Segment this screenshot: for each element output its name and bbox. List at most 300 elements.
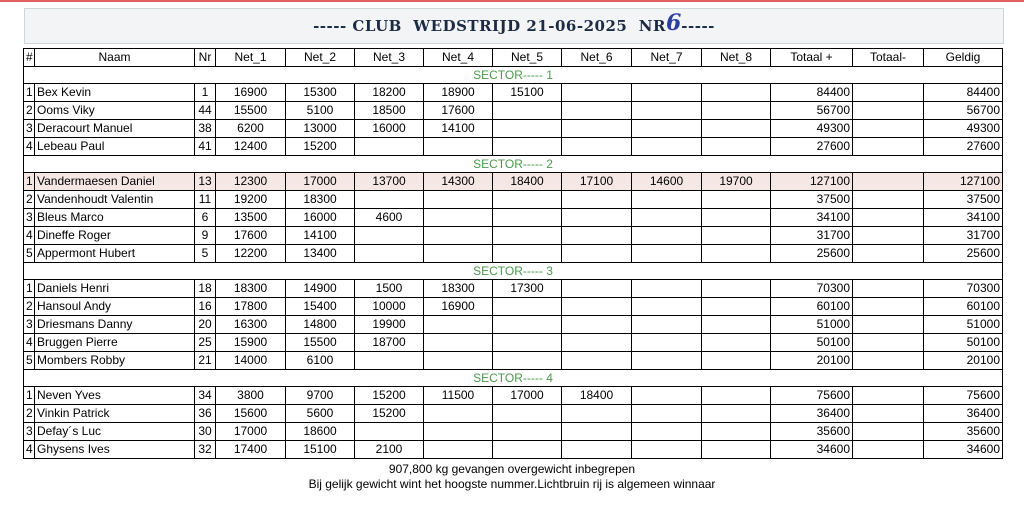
cell-net-7 [632, 405, 702, 423]
col-net-4: Net_4 [424, 49, 493, 67]
cell-net-7 [632, 387, 702, 405]
cell-net-3: 16000 [355, 120, 424, 138]
cell-net-2: 18300 [286, 191, 355, 209]
cell-net-2: 18600 [286, 423, 355, 441]
cell-net-6 [562, 334, 632, 352]
cell-index: 4 [24, 138, 35, 156]
cell-geldig: 37500 [924, 191, 1003, 209]
cell-geldig: 49300 [924, 120, 1003, 138]
cell-nr: 9 [195, 227, 216, 245]
cell-net-6 [562, 298, 632, 316]
cell-index: 2 [24, 405, 35, 423]
cell-naam: Mombers Robby [35, 352, 195, 370]
cell-totaal-min [853, 298, 924, 316]
cell-net-2: 14900 [286, 280, 355, 298]
cell-net-4 [424, 245, 493, 263]
cell-nr: 41 [195, 138, 216, 156]
cell-index: 2 [24, 191, 35, 209]
page-title-suffix: ----- [681, 17, 715, 35]
cell-nr: 6 [195, 209, 216, 227]
cell-naam: Hansoul Andy [35, 298, 195, 316]
cell-net-3 [355, 352, 424, 370]
cell-totaal-min [853, 245, 924, 263]
cell-net-7 [632, 298, 702, 316]
cell-index: 4 [24, 441, 35, 459]
cell-net-8 [702, 387, 771, 405]
cell-net-3: 18500 [355, 102, 424, 120]
cell-net-5 [493, 191, 562, 209]
cell-net-3: 15200 [355, 387, 424, 405]
cell-geldig: 25600 [924, 245, 1003, 263]
cell-totaal-plus: 60100 [771, 298, 853, 316]
cell-totaal-min [853, 84, 924, 102]
sector-label: SECTOR----- 1 [24, 67, 1003, 84]
cell-net-7 [632, 209, 702, 227]
cell-naam: Defay´s Luc [35, 423, 195, 441]
cell-totaal-plus: 84400 [771, 84, 853, 102]
cell-net-1: 16300 [216, 316, 286, 334]
cell-net-2: 9700 [286, 387, 355, 405]
cell-totaal-min [853, 352, 924, 370]
cell-net-5 [493, 423, 562, 441]
cell-totaal-plus: 35600 [771, 423, 853, 441]
cell-totaal-plus: 34100 [771, 209, 853, 227]
cell-geldig: 56700 [924, 102, 1003, 120]
cell-geldig: 34600 [924, 441, 1003, 459]
cell-index: 1 [24, 173, 35, 191]
cell-net-4 [424, 352, 493, 370]
cell-net-1: 17600 [216, 227, 286, 245]
table-row [24, 209, 1003, 227]
cell-net-5: 17000 [493, 387, 562, 405]
cell-net-8: 19700 [702, 173, 771, 191]
col-net-3: Net_3 [355, 49, 424, 67]
col-net-8: Net_8 [702, 49, 771, 67]
table-row [24, 298, 1003, 316]
cell-net-2: 17000 [286, 173, 355, 191]
cell-totaal-plus: 49300 [771, 120, 853, 138]
col-nr: Nr [195, 49, 216, 67]
cell-net-3: 18200 [355, 84, 424, 102]
cell-net-2: 5600 [286, 405, 355, 423]
cell-index: 4 [24, 227, 35, 245]
cell-totaal-min [853, 423, 924, 441]
cell-net-6 [562, 191, 632, 209]
cell-net-3: 1500 [355, 280, 424, 298]
col-net-2: Net_2 [286, 49, 355, 67]
cell-geldig: 70300 [924, 280, 1003, 298]
footer-rule-note: Bij gelijk gewicht wint het hoogste nummer.Lichtbruin rij is algemeen winnaar [308, 477, 716, 491]
sector-header-row [24, 263, 1003, 280]
cell-net-3 [355, 245, 424, 263]
cell-net-1: 17000 [216, 423, 286, 441]
cell-net-7 [632, 316, 702, 334]
results-table [23, 48, 1003, 459]
cell-net-3 [355, 423, 424, 441]
col-totaal-plus: Totaal + [771, 49, 853, 67]
cell-net-7 [632, 84, 702, 102]
cell-totaal-plus: 27600 [771, 138, 853, 156]
cell-net-1: 15900 [216, 334, 286, 352]
cell-net-3: 19900 [355, 316, 424, 334]
cell-geldig: 36400 [924, 405, 1003, 423]
cell-geldig: 27600 [924, 138, 1003, 156]
cell-totaal-min [853, 280, 924, 298]
col-net-7: Net_7 [632, 49, 702, 67]
cell-net-4: 18900 [424, 84, 493, 102]
table-row [24, 387, 1003, 405]
cell-net-2: 15500 [286, 334, 355, 352]
sector-header-row [24, 67, 1003, 84]
cell-totaal-plus: 56700 [771, 102, 853, 120]
cell-net-5 [493, 102, 562, 120]
cell-nr: 5 [195, 245, 216, 263]
cell-index: 3 [24, 209, 35, 227]
cell-net-3: 10000 [355, 298, 424, 316]
cell-totaal-min [853, 173, 924, 191]
cell-naam: Bruggen Pierre [35, 334, 195, 352]
table-row [24, 423, 1003, 441]
cell-naam: Vandenhoudt Valentin [35, 191, 195, 209]
cell-nr: 1 [195, 84, 216, 102]
cell-net-7 [632, 423, 702, 441]
cell-net-7 [632, 227, 702, 245]
cell-net-5: 15100 [493, 84, 562, 102]
cell-net-6 [562, 441, 632, 459]
cell-nr: 16 [195, 298, 216, 316]
cell-totaal-min [853, 138, 924, 156]
cell-net-6 [562, 405, 632, 423]
cell-net-2: 15300 [286, 84, 355, 102]
cell-net-6 [562, 102, 632, 120]
cell-index: 5 [24, 352, 35, 370]
cell-net-8 [702, 120, 771, 138]
cell-net-2: 14800 [286, 316, 355, 334]
title-banner [24, 8, 1004, 44]
cell-nr: 11 [195, 191, 216, 209]
cell-net-5 [493, 334, 562, 352]
cell-net-5 [493, 405, 562, 423]
cell-nr: 30 [195, 423, 216, 441]
cell-naam: Daniels Henri [35, 280, 195, 298]
col-totaal-min: Totaal- [853, 49, 924, 67]
cell-net-3: 13700 [355, 173, 424, 191]
cell-totaal-plus: 127100 [771, 173, 853, 191]
cell-index: 3 [24, 423, 35, 441]
cell-naam: Lebeau Paul [35, 138, 195, 156]
cell-naam: Appermont Hubert [35, 245, 195, 263]
cell-net-4 [424, 334, 493, 352]
table-row [24, 405, 1003, 423]
cell-net-6 [562, 84, 632, 102]
cell-totaal-plus: 31700 [771, 227, 853, 245]
cell-index: 1 [24, 387, 35, 405]
cell-nr: 44 [195, 102, 216, 120]
cell-net-2: 16000 [286, 209, 355, 227]
cell-net-7 [632, 102, 702, 120]
cell-net-6 [562, 120, 632, 138]
cell-net-3 [355, 138, 424, 156]
sector-label: SECTOR----- 4 [24, 370, 1003, 387]
cell-net-2: 15100 [286, 441, 355, 459]
cell-geldig: 31700 [924, 227, 1003, 245]
cell-net-1: 14000 [216, 352, 286, 370]
header-row [24, 49, 1003, 67]
cell-net-4 [424, 423, 493, 441]
cell-index: 2 [24, 102, 35, 120]
cell-net-4: 17600 [424, 102, 493, 120]
cell-net-1: 3800 [216, 387, 286, 405]
table-row [24, 334, 1003, 352]
cell-net-5: 17300 [493, 280, 562, 298]
cell-nr: 21 [195, 352, 216, 370]
sector-header-row [24, 370, 1003, 387]
cell-net-6 [562, 423, 632, 441]
table-row [24, 316, 1003, 334]
col-net-5: Net_5 [493, 49, 562, 67]
cell-net-6 [562, 245, 632, 263]
sector-header-row [24, 156, 1003, 173]
cell-net-1: 18300 [216, 280, 286, 298]
cell-net-5 [493, 138, 562, 156]
cell-net-4 [424, 441, 493, 459]
cell-totaal-plus: 34600 [771, 441, 853, 459]
cell-totaal-min [853, 120, 924, 138]
results-body [24, 67, 1003, 459]
cell-nr: 20 [195, 316, 216, 334]
cell-net-2: 13000 [286, 120, 355, 138]
cell-net-1: 16900 [216, 84, 286, 102]
cell-net-5 [493, 209, 562, 227]
cell-net-2: 13400 [286, 245, 355, 263]
cell-naam: Dineffe Roger [35, 227, 195, 245]
table-row [24, 173, 1003, 191]
cell-net-5 [493, 352, 562, 370]
cell-net-8 [702, 334, 771, 352]
cell-totaal-min [853, 405, 924, 423]
cell-net-1: 6200 [216, 120, 286, 138]
cell-geldig: 20100 [924, 352, 1003, 370]
cell-net-6 [562, 280, 632, 298]
cell-totaal-min [853, 191, 924, 209]
cell-net-1: 13500 [216, 209, 286, 227]
cell-totaal-min [853, 102, 924, 120]
footer-weight-note: 907,800 kg gevangen overgewicht inbegrepen [388, 462, 636, 476]
cell-geldig: 84400 [924, 84, 1003, 102]
cell-net-4 [424, 209, 493, 227]
cell-totaal-plus: 36400 [771, 405, 853, 423]
cell-net-3: 4600 [355, 209, 424, 227]
table-row [24, 191, 1003, 209]
cell-net-7 [632, 334, 702, 352]
cell-net-7 [632, 441, 702, 459]
cell-net-1: 15600 [216, 405, 286, 423]
cell-net-7 [632, 280, 702, 298]
cell-net-6 [562, 138, 632, 156]
cell-totaal-min [853, 227, 924, 245]
cell-net-7 [632, 138, 702, 156]
cell-net-8 [702, 352, 771, 370]
cell-net-5 [493, 441, 562, 459]
cell-net-2: 15200 [286, 138, 355, 156]
cell-totaal-plus: 70300 [771, 280, 853, 298]
cell-net-2: 15400 [286, 298, 355, 316]
cell-totaal-plus: 37500 [771, 191, 853, 209]
cell-nr: 32 [195, 441, 216, 459]
table-row [24, 227, 1003, 245]
cell-geldig: 60100 [924, 298, 1003, 316]
cell-totaal-min [853, 387, 924, 405]
cell-net-2: 5100 [286, 102, 355, 120]
col-index: # [24, 49, 35, 67]
cell-geldig: 75600 [924, 387, 1003, 405]
cell-net-3 [355, 191, 424, 209]
cell-net-2: 14100 [286, 227, 355, 245]
cell-net-8 [702, 138, 771, 156]
cell-net-4 [424, 191, 493, 209]
cell-net-8 [702, 405, 771, 423]
cell-nr: 34 [195, 387, 216, 405]
table-row [24, 245, 1003, 263]
cell-net-8 [702, 280, 771, 298]
cell-geldig: 50100 [924, 334, 1003, 352]
cell-net-4 [424, 316, 493, 334]
cell-nr: 38 [195, 120, 216, 138]
cell-net-8 [702, 102, 771, 120]
cell-totaal-min [853, 441, 924, 459]
cell-net-1: 17400 [216, 441, 286, 459]
cell-naam: Bleus Marco [35, 209, 195, 227]
table-row [24, 138, 1003, 156]
table-row [24, 352, 1003, 370]
cell-net-5 [493, 245, 562, 263]
cell-net-7 [632, 120, 702, 138]
cell-net-1: 19200 [216, 191, 286, 209]
cell-naam: Driesmans Danny [35, 316, 195, 334]
cell-index: 2 [24, 298, 35, 316]
cell-nr: 36 [195, 405, 216, 423]
cell-naam: Vinkin Patrick [35, 405, 195, 423]
cell-index: 5 [24, 245, 35, 263]
cell-net-1: 12400 [216, 138, 286, 156]
cell-index: 1 [24, 280, 35, 298]
cell-net-2: 6100 [286, 352, 355, 370]
page-title: ----- CLUB WEDSTRIJD 21-06-2025 NR [313, 17, 666, 35]
cell-net-1: 12200 [216, 245, 286, 263]
cell-net-6 [562, 352, 632, 370]
cell-net-5 [493, 298, 562, 316]
cell-net-4: 18300 [424, 280, 493, 298]
col-naam: Naam [35, 49, 195, 67]
table-row [24, 120, 1003, 138]
cell-net-8 [702, 209, 771, 227]
cell-naam: Neven Yves [35, 387, 195, 405]
col-geldig: Geldig [924, 49, 1003, 67]
cell-net-7 [632, 191, 702, 209]
table-row [24, 84, 1003, 102]
cell-index: 4 [24, 334, 35, 352]
cell-net-3: 18700 [355, 334, 424, 352]
cell-net-8 [702, 245, 771, 263]
cell-net-8 [702, 227, 771, 245]
cell-net-6 [562, 209, 632, 227]
cell-net-6 [562, 227, 632, 245]
top-rule [0, 0, 1024, 2]
cell-totaal-min [853, 334, 924, 352]
cell-net-8 [702, 423, 771, 441]
cell-geldig: 34100 [924, 209, 1003, 227]
cell-net-6: 17100 [562, 173, 632, 191]
sector-label: SECTOR----- 3 [24, 263, 1003, 280]
cell-nr: 25 [195, 334, 216, 352]
cell-nr: 13 [195, 173, 216, 191]
cell-totaal-plus: 51000 [771, 316, 853, 334]
cell-totaal-min [853, 209, 924, 227]
cell-net-3 [355, 227, 424, 245]
cell-net-4 [424, 138, 493, 156]
cell-net-6: 18400 [562, 387, 632, 405]
cell-net-1: 17800 [216, 298, 286, 316]
cell-index: 3 [24, 316, 35, 334]
cell-net-8 [702, 298, 771, 316]
cell-net-5 [493, 316, 562, 334]
cell-nr: 18 [195, 280, 216, 298]
cell-net-5: 18400 [493, 173, 562, 191]
cell-net-7: 14600 [632, 173, 702, 191]
table-row [24, 441, 1003, 459]
cell-geldig: 127100 [924, 173, 1003, 191]
cell-net-1: 15500 [216, 102, 286, 120]
cell-geldig: 51000 [924, 316, 1003, 334]
table-row [24, 102, 1003, 120]
cell-naam: Ghysens Ives [35, 441, 195, 459]
cell-totaal-plus: 25600 [771, 245, 853, 263]
cell-net-8 [702, 441, 771, 459]
cell-net-8 [702, 84, 771, 102]
cell-net-4: 16900 [424, 298, 493, 316]
cell-net-8 [702, 191, 771, 209]
cell-totaal-plus: 75600 [771, 387, 853, 405]
cell-net-4 [424, 227, 493, 245]
cell-net-3: 2100 [355, 441, 424, 459]
cell-naam: Vandermaesen Daniel [35, 173, 195, 191]
cell-net-5 [493, 120, 562, 138]
cell-net-6 [562, 316, 632, 334]
cell-net-7 [632, 245, 702, 263]
cell-net-4: 14100 [424, 120, 493, 138]
cell-geldig: 35600 [924, 423, 1003, 441]
sector-label: SECTOR----- 2 [24, 156, 1003, 173]
cell-net-3: 15200 [355, 405, 424, 423]
table-row [24, 280, 1003, 298]
cell-net-5 [493, 227, 562, 245]
col-net-1: Net_1 [216, 49, 286, 67]
cell-naam: Ooms Viky [35, 102, 195, 120]
cell-net-4: 14300 [424, 173, 493, 191]
cell-index: 3 [24, 120, 35, 138]
cell-naam: Deracourt Manuel [35, 120, 195, 138]
cell-totaal-plus: 50100 [771, 334, 853, 352]
cell-net-7 [632, 352, 702, 370]
match-number: 6 [665, 10, 682, 36]
cell-totaal-plus: 20100 [771, 352, 853, 370]
cell-naam: Bex Kevin [35, 84, 195, 102]
cell-net-4 [424, 405, 493, 423]
cell-totaal-min [853, 316, 924, 334]
cell-index: 1 [24, 84, 35, 102]
col-net-6: Net_6 [562, 49, 632, 67]
cell-net-1: 12300 [216, 173, 286, 191]
